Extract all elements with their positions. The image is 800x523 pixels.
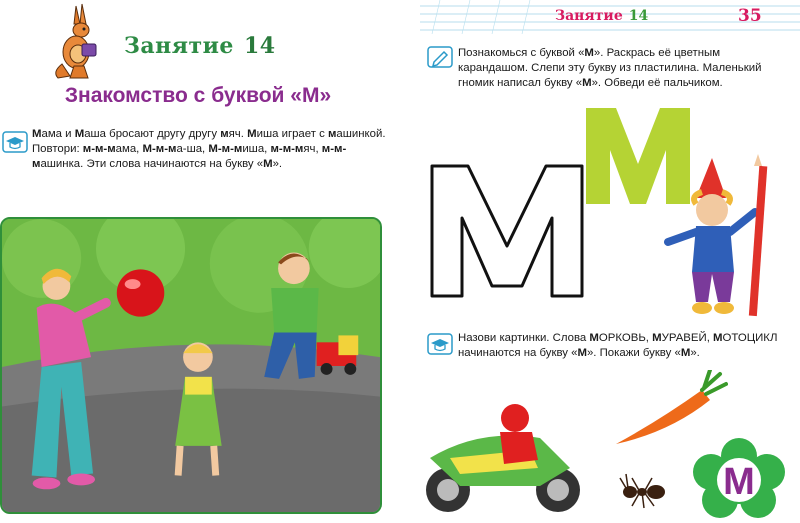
bold-letter: М xyxy=(582,77,592,90)
lesson-number-right: 14 xyxy=(628,8,649,24)
text-segment: ОТОЦИКЛ начинаются на букву « xyxy=(458,332,778,360)
text-segment: яч, xyxy=(303,143,322,156)
bold-letter: М xyxy=(74,128,85,140)
bold-letter: М xyxy=(589,332,599,344)
text-segment: ашинка. Эти слова начинаются на букву « xyxy=(40,158,264,171)
bold-letter: м-м-м xyxy=(82,143,116,156)
text-segment: яч. xyxy=(228,128,248,140)
flower-letter: М xyxy=(723,461,755,503)
lesson-heading-right xyxy=(555,8,648,24)
text-segment: ама, xyxy=(115,143,143,156)
letter-m-outline xyxy=(428,162,586,300)
text-segment: аша бросают другу другу xyxy=(84,128,221,140)
intro-paragraph xyxy=(32,127,388,173)
graduation-cap-icon-2 xyxy=(427,333,453,355)
flower-shape xyxy=(690,438,788,518)
lesson-number: 14 xyxy=(243,33,276,59)
text-segment: ОРКОВЬ, xyxy=(598,332,653,344)
bold-letter: М xyxy=(32,128,42,140)
text-segment: УРАВЕЙ, xyxy=(661,332,714,344)
bold-letter: М-м-м xyxy=(208,143,243,156)
carrot-illustration xyxy=(610,370,728,448)
bold-letter: м xyxy=(327,128,337,140)
gnome-with-pencil-illustration xyxy=(660,152,778,322)
text-segment: ». Покажи букву « xyxy=(586,347,681,360)
bold-letter: М xyxy=(584,47,594,59)
text-segment: иша играет с xyxy=(256,128,328,140)
lesson-word: Занятие xyxy=(124,33,234,59)
bold-letter: М xyxy=(713,332,723,344)
bold-letter: М xyxy=(247,128,257,140)
text-segment: ашинкой. Повтори: xyxy=(32,128,386,156)
pencil-icon xyxy=(427,46,453,68)
letter-m-flower-badge xyxy=(690,438,788,518)
bold-letter: М-м-м xyxy=(142,143,177,156)
bold-letter: М xyxy=(652,332,662,344)
ant-illustration xyxy=(618,470,668,510)
instruction-paragraph-2 xyxy=(458,331,784,361)
text-segment: ама и xyxy=(41,128,75,140)
text-segment: Назови картинки. Слова xyxy=(458,332,590,344)
topic-title: Знакомство с буквой «М» xyxy=(64,84,332,107)
motorcycle-illustration xyxy=(420,398,588,516)
instruction-paragraph-1 xyxy=(458,46,776,92)
text-segment: ». Обведи её пальчиком. xyxy=(591,77,723,90)
text-segment: ». Раскрась её цветным карандашом. Слепи эту букву из пластилина. Маленький гномик написал букву « xyxy=(458,47,762,90)
graduation-cap-icon xyxy=(2,131,28,153)
text-segment: Познакомься с буквой « xyxy=(458,47,585,59)
bold-letter: М xyxy=(263,158,273,171)
text-segment: ». xyxy=(690,347,700,360)
bold-letter: М xyxy=(577,347,587,360)
bold-letter: М xyxy=(680,347,691,360)
kangaroo-icon xyxy=(48,2,108,80)
text-segment: ». xyxy=(272,158,283,171)
bold-letter: м-м-м xyxy=(270,143,304,156)
text-segment: иша, xyxy=(242,143,271,156)
page-number: 35 xyxy=(738,6,762,26)
lesson-word-right: Занятие xyxy=(555,8,623,24)
bold-letter: м-м-м xyxy=(32,143,347,171)
bold-letter: м xyxy=(220,128,229,140)
text-segment: а-ша, xyxy=(176,143,209,156)
lesson-heading-left xyxy=(124,33,276,59)
illustration-family-playing-ball xyxy=(0,217,382,514)
